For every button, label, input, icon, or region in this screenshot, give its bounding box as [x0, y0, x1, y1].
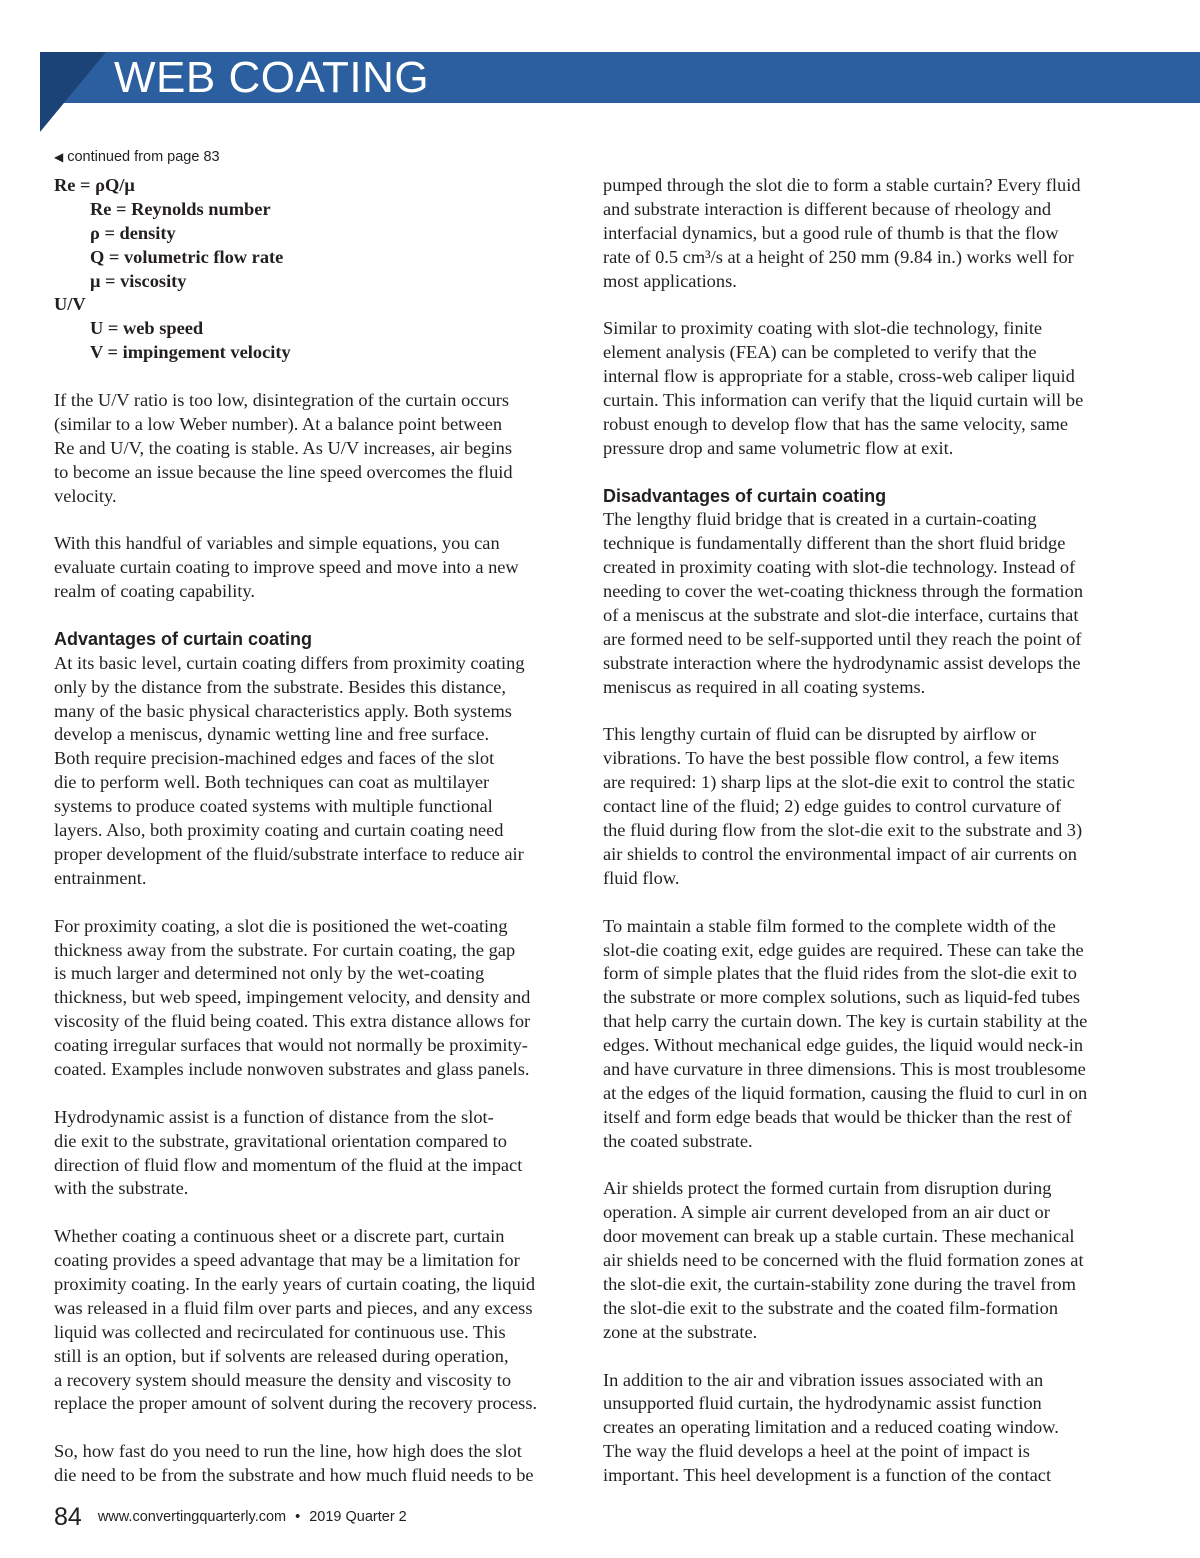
text-line: entrainment. — [54, 867, 147, 888]
text-line: contact line of the fluid; 2) edge guides to control curvature of — [603, 796, 1062, 817]
banner-fold-accent — [40, 52, 106, 132]
bullet-separator: • — [295, 1509, 301, 1525]
text-line: slot-die coating exit, edge guides are required. These can take the — [603, 939, 1084, 960]
text-line: thickness, but web speed, impingement velocity, and density and — [54, 987, 531, 1008]
text-line: pumped through the slot die to form a stable curtain? Every fluid — [603, 175, 1081, 195]
text-line: many of the basic physical characteristics apply. Both systems — [54, 700, 512, 721]
text-line: The way the fluid develops a heel at the point of impact is — [603, 1441, 1030, 1462]
continued-text: continued from page 83 — [67, 149, 220, 165]
paragraph — [54, 915, 579, 1082]
text-line: To maintain a stable film formed to the complete width of the — [603, 915, 1056, 936]
paragraph — [54, 389, 579, 508]
paragraph — [54, 1225, 579, 1416]
text-line: robust enough to develop flow that has the same velocity, same — [603, 413, 1069, 434]
paragraph — [54, 652, 579, 891]
text-line: most applications. — [603, 270, 737, 291]
equation-uv: U/V — [54, 294, 86, 315]
text-line: So, how fast do you need to run the line, how high does the slot — [54, 1441, 522, 1462]
text-line: was released in a fluid film over parts and pieces, and any excess — [54, 1297, 533, 1318]
page-footer — [54, 1500, 407, 1534]
text-line: At its basic level, curtain coating differs from proximity coating — [54, 652, 525, 673]
text-line: technique is fundamentally different than the short fluid bridge — [603, 533, 1066, 554]
text-line: the fluid during flow from the slot-die exit to the substrate and 3) — [603, 820, 1083, 841]
text-line: edges. Without mechanical edge guides, the liquid would neck-in — [603, 1035, 1084, 1056]
paragraph — [603, 915, 1133, 1154]
equation-term: Q = volumetric flow rate — [90, 246, 284, 267]
text-line: unsupported fluid curtain, the hydrodynamic assist function — [603, 1393, 1042, 1414]
text-line: coated. Examples include nonwoven substrates and glass panels. — [54, 1058, 530, 1079]
text-line: the slot-die exit to the substrate and the coated film-formation — [603, 1297, 1059, 1318]
text-line: and have curvature in three dimensions. This is most troublesome — [603, 1058, 1086, 1079]
text-line: zone at the substrate. — [603, 1321, 758, 1342]
text-line: Similar to proximity coating with slot-die technology, finite — [603, 318, 1043, 339]
text-line: door movement can break up a stable curtain. These mechanical — [603, 1226, 1075, 1247]
text-line: to become an issue because the line speed overcomes the fluid — [54, 461, 513, 482]
text-line: realm of coating capability. — [54, 581, 256, 602]
text-line: rate of 0.5 cm³/s at a height of 250 mm (9.84 in.) works well for — [603, 246, 1074, 267]
text-line: creates an operating limitation and a reduced coating window. — [603, 1417, 1059, 1438]
text-line: pressure drop and same volumetric flow at exit. — [603, 437, 954, 458]
text-line: thickness away from the substrate. For curtain coating, the gap — [54, 939, 516, 960]
text-line: operation. A simple air current developed from an air duct or — [603, 1202, 1050, 1223]
text-line: important. This heel development is a function of the contact — [603, 1465, 1052, 1486]
text-line: die exit to the substrate, gravitational orientation compared to — [54, 1130, 507, 1151]
website-link[interactable]: www.convertingquarterly.com — [97, 1509, 287, 1525]
text-line: are formed need to be self-supported until they reach the point of — [603, 628, 1082, 649]
text-line: air shields to control the environmental impact of air currents on — [603, 843, 1077, 864]
issue-label: 2019 Quarter 2 — [309, 1509, 407, 1525]
left-column — [54, 174, 579, 1488]
text-line: The lengthy fluid bridge that is created in a curtain-coating — [603, 509, 1037, 530]
text-line: still is an option, but if solvents are released during operation, — [54, 1345, 509, 1366]
text-line: internal flow is appropriate for a stable, cross-web caliper liquid — [603, 366, 1075, 387]
right-column — [603, 174, 1133, 1488]
text-line: the slot-die exit, the curtain-stability zone during the travel from — [603, 1273, 1076, 1294]
text-line: viscosity of the fluid being coated. This extra distance allows for — [54, 1011, 531, 1032]
text-line: of a meniscus at the substrate and slot-die interface, curtains that — [603, 605, 1079, 626]
text-line: If the U/V ratio is too low, disintegration of the curtain occurs — [54, 390, 510, 411]
left-triangle-icon: ◀ — [54, 150, 64, 164]
text-line: For proximity coating, a slot die is positioned the wet-coating — [54, 915, 508, 936]
text-line: velocity. — [54, 485, 117, 506]
text-line: is much larger and determined not only by the wet-coating — [54, 963, 485, 984]
text-line: at the edges of the liquid formation, causing the fluid to curl in on — [603, 1082, 1088, 1103]
text-line: With this handful of variables and simple equations, you can — [54, 533, 500, 554]
equation-term: ρ = density — [90, 222, 176, 243]
text-line: replace the proper amount of solvent during the recovery process. — [54, 1393, 538, 1414]
text-line: form of simple plates that the fluid rides from the slot-die exit to — [603, 963, 1077, 984]
paragraph — [54, 532, 579, 604]
text-line: layers. Also, both proximity coating and curtain coating need — [54, 820, 504, 841]
text-line: curtain. This information can verify that the liquid curtain will be — [603, 390, 1084, 411]
continued-note — [54, 149, 220, 165]
text-line: (similar to a low Weber number). At a balance point between — [54, 413, 503, 434]
text-line: interfacial dynamics, but a good rule of thumb is that the flow — [603, 222, 1059, 243]
section-title: WEB COATING — [114, 53, 430, 102]
equation-term: V = impingement velocity — [90, 342, 291, 363]
text-line: direction of fluid flow and momentum of the fluid at the impact — [54, 1154, 523, 1175]
text-line: systems to produce coated systems with multiple functional — [54, 796, 493, 817]
paragraph — [603, 1177, 1133, 1344]
text-line: air shields need to be concerned with the fluid formation zones at — [603, 1250, 1084, 1271]
equation-reynolds: Re = ρQ/μ — [54, 175, 135, 195]
text-line: die to perform well. Both techniques can coat as multilayer — [54, 772, 490, 793]
text-line: the coated substrate. — [603, 1130, 753, 1151]
text-line: substrate interaction where the hydrodynamic assist develops the — [603, 652, 1081, 673]
text-line: Whether coating a continuous sheet or a discrete part, curtain — [54, 1226, 505, 1247]
text-line: and substrate interaction is different because of rheology and — [603, 198, 1052, 219]
advantages-heading: Advantages of curtain coating — [54, 628, 313, 649]
text-line: coating provides a speed advantage that may be a limitation for — [54, 1250, 520, 1271]
text-line: Re and U/V, the coating is stable. As U/V increases, air begins — [54, 437, 512, 458]
text-line: needing to cover the wet-coating thickness through the formation — [603, 581, 1084, 602]
text-line: This lengthy curtain of fluid can be disrupted by airflow or — [603, 724, 1037, 745]
text-line: are required: 1) sharp lips at the slot-die exit to control the static — [603, 772, 1075, 793]
paragraph — [603, 174, 1133, 293]
text-line: the substrate or more complex solutions, such as liquid-fed tubes — [603, 987, 1081, 1008]
paragraph — [603, 723, 1133, 890]
text-line: In addition to the air and vibration issues associated with an — [603, 1369, 1044, 1390]
text-line: liquid was collected and recirculated for continuous use. This — [54, 1321, 506, 1342]
text-line: evaluate curtain coating to improve speed and move into a new — [54, 557, 519, 578]
text-line: created in proximity coating with slot-die technology. Instead of — [603, 557, 1076, 578]
paragraph — [54, 1106, 579, 1202]
text-line: that help carry the curtain down. The key is curtain stability at the — [603, 1011, 1088, 1032]
text-line: proximity coating. In the early years of curtain coating, the liquid — [54, 1273, 536, 1294]
equation-term: U = web speed — [90, 318, 204, 339]
text-line: only by the distance from the substrate. Besides this distance, — [54, 676, 507, 697]
equation-term: Re = Reynolds number — [90, 198, 271, 219]
page-number: 84 — [54, 1502, 82, 1531]
text-line: die need to be from the substrate and how much fluid needs to be — [54, 1465, 534, 1486]
disadvantages-heading: Disadvantages of curtain coating — [603, 485, 887, 506]
text-line: meniscus as required in all coating systems. — [603, 676, 926, 697]
text-line: vibrations. To have the best possible flow control, a few items — [603, 748, 1060, 769]
paragraph — [54, 1440, 579, 1488]
text-line: itself and form edge beads that would be thicker than the rest of — [603, 1106, 1072, 1127]
text-line: proper development of the fluid/substrate interface to reduce air — [54, 843, 524, 864]
text-line: fluid flow. — [603, 867, 680, 888]
text-line: develop a meniscus, dynamic wetting line and free surface. — [54, 724, 490, 745]
text-line: Hydrodynamic assist is a function of distance from the slot- — [54, 1106, 494, 1127]
text-line: a recovery system should measure the density and viscosity to — [54, 1369, 512, 1390]
paragraph — [603, 508, 1133, 699]
text-line: Both require precision-machined edges and faces of the slot — [54, 748, 495, 769]
paragraph — [603, 1369, 1133, 1488]
paragraph — [603, 317, 1133, 460]
text-line: coating irregular surfaces that would not normally be proximity- — [54, 1035, 528, 1056]
text-line: element analysis (FEA) can be completed to verify that the — [603, 342, 1037, 363]
text-line: with the substrate. — [54, 1178, 189, 1199]
equation-term: μ = viscosity — [90, 270, 187, 291]
text-line: Air shields protect the formed curtain from disruption during — [603, 1178, 1052, 1199]
